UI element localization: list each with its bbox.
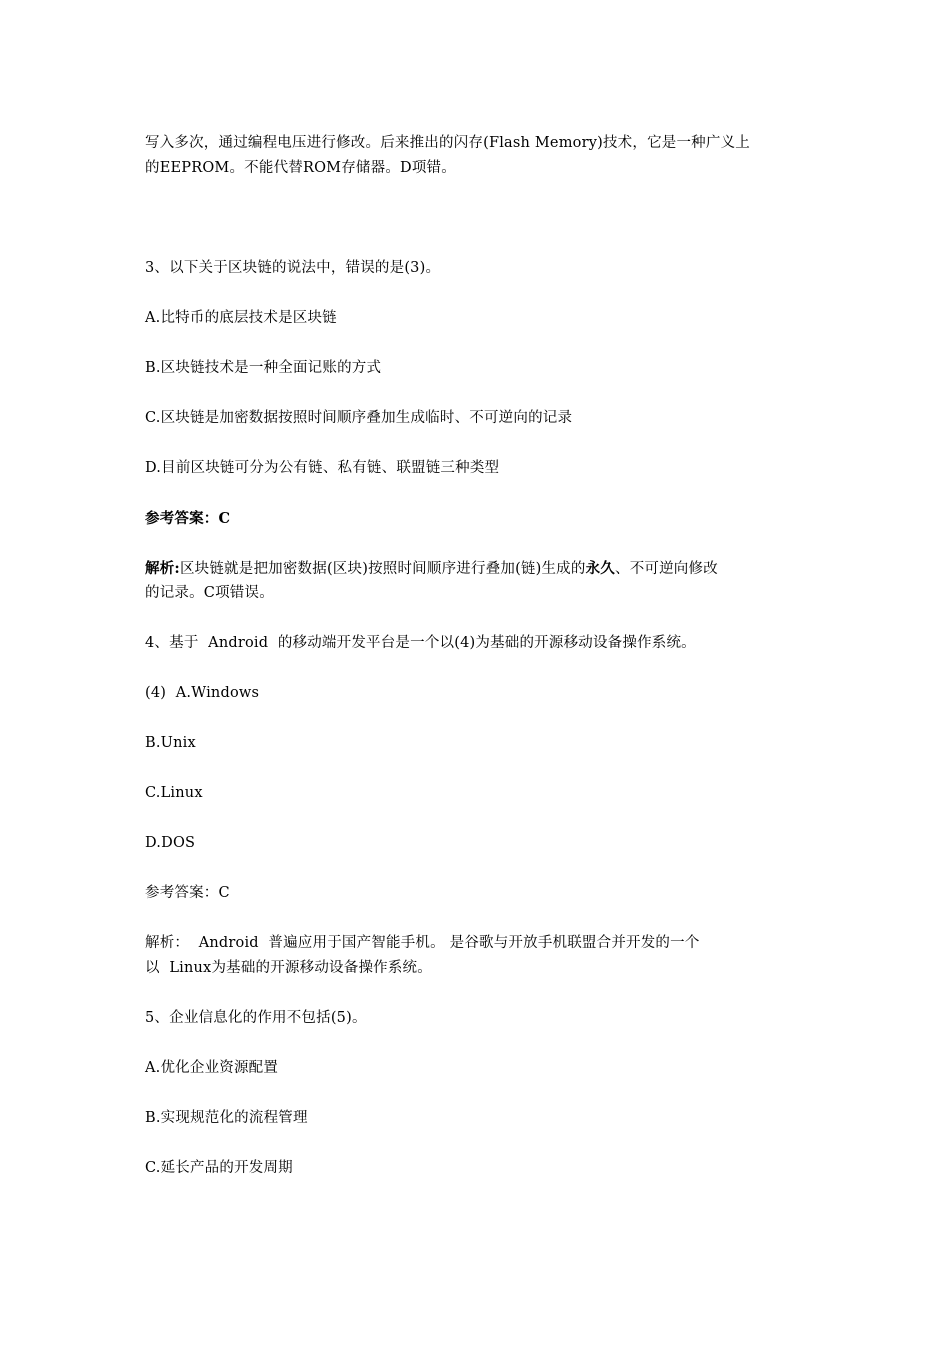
question-4-text: 4、基于 Android 的移动端开发平台是一个以(4)为基础的开源移动设备操作系统。 bbox=[145, 635, 696, 651]
question-4-analysis-line-1: 解析： Android 普遍应用于国产智能手机。 是谷歌与开放手机联盟合并开发的一个 bbox=[145, 935, 700, 951]
question-4-option-c: C.Linux bbox=[145, 785, 203, 801]
question-3-answer: 参考答案：C bbox=[145, 510, 231, 527]
question-4-option-d: D.DOS bbox=[145, 835, 196, 851]
question-4-option-a: (4) A.Windows bbox=[145, 685, 260, 701]
analysis-text-part-1: 区块链就是把加密数据(区块)按照时间顺序进行叠加(链)生成的 bbox=[179, 561, 586, 577]
intro-line-2: 的EEPROM。不能代替ROM存储器。D项错。 bbox=[145, 160, 456, 176]
question-5-option-b: B.实现规范化的流程管理 bbox=[145, 1110, 308, 1126]
analysis-label: 解析: bbox=[145, 560, 180, 577]
question-3-option-c: C.区块链是加密数据按照时间顺序叠加生成临时、不可逆向的记录 bbox=[145, 410, 573, 426]
analysis-emphasis: 永久 bbox=[585, 560, 615, 577]
question-4-answer: 参考答案：C bbox=[145, 885, 230, 901]
analysis-text-part-2: 、不可逆向修改 bbox=[615, 561, 718, 577]
question-3-option-b: B.区块链技术是一种全面记账的方式 bbox=[145, 360, 382, 376]
question-3-option-a: A.比特币的底层技术是区块链 bbox=[145, 310, 337, 326]
intro-line-1: 写入多次，通过编程电压进行修改。后来推出的闪存(Flash Memory)技术，它是一种广义上 bbox=[145, 135, 750, 151]
question-5-option-a: A.优化企业资源配置 bbox=[145, 1060, 279, 1076]
question-5-text: 5、企业信息化的作用不包括(5)。 bbox=[145, 1010, 367, 1026]
question-5-option-c: C.延长产品的开发周期 bbox=[145, 1160, 293, 1176]
question-4-option-b: B.Unix bbox=[145, 735, 196, 751]
question-3-analysis-line-1 bbox=[145, 556, 815, 582]
question-3-text: 3、以下关于区块链的说法中，错误的是(3)。 bbox=[145, 260, 441, 276]
question-3-option-d: D.目前区块链可分为公有链、私有链、联盟链三种类型 bbox=[145, 460, 500, 476]
question-3-analysis-line-2: 的记录。C项错误。 bbox=[145, 585, 274, 601]
question-4-analysis-line-2: 以 Linux为基础的开源移动设备操作系统。 bbox=[145, 960, 432, 976]
